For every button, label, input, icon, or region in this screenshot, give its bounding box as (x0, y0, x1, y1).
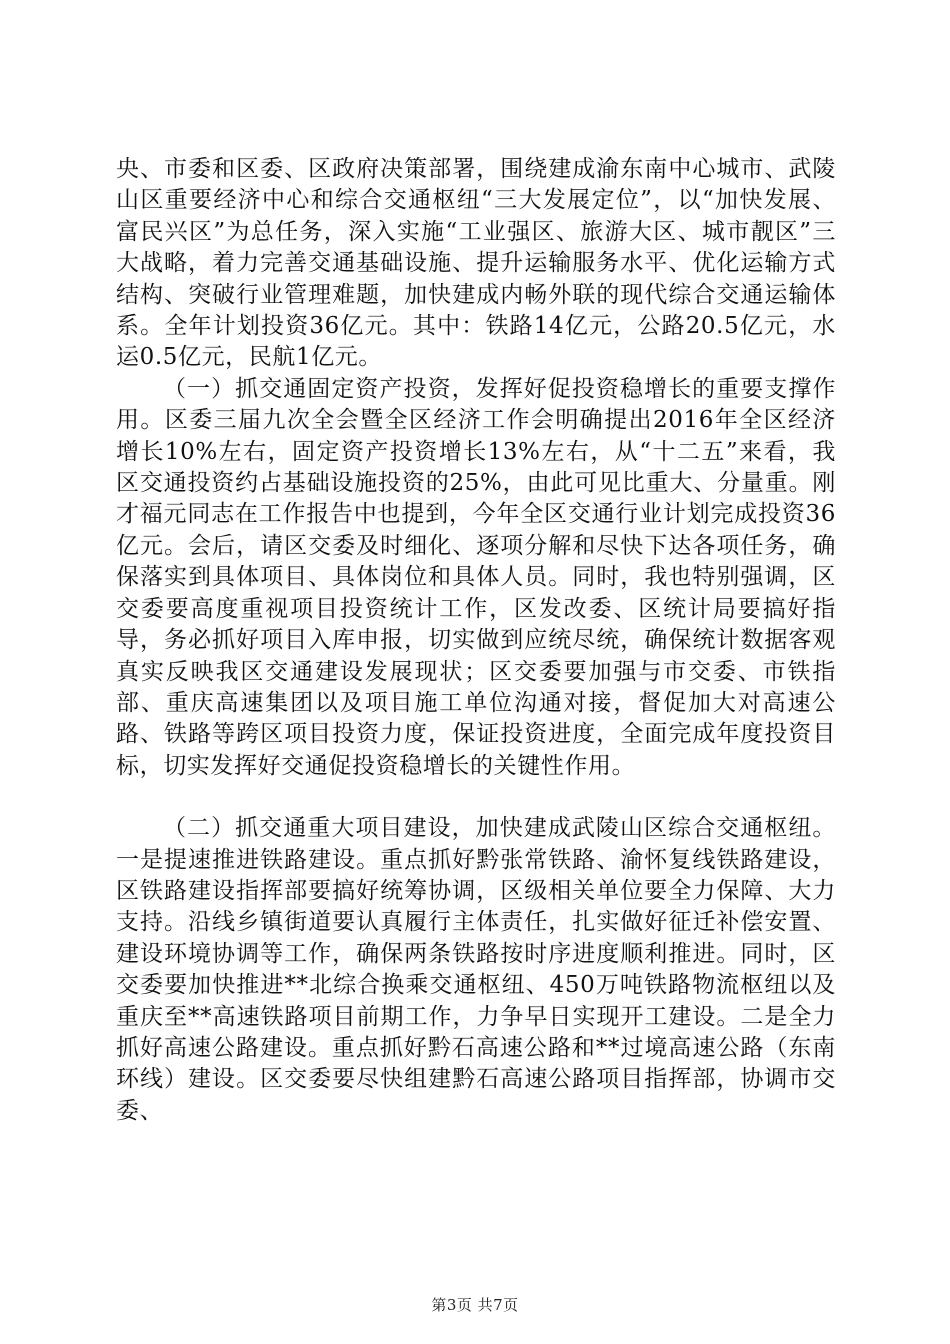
page-number-footer: 第3页 共7页 (431, 1296, 519, 1314)
paragraph-intro-continuation: 央、市委和区委、区政府决策部署，围绕建成渝东南中心城市、武陵山区重要经济中心和综合交通枢纽“三大发展定位”，以“加快发展、富民兴区”为总任务，深入实施“工业强区、旅游大区、城市靓区”三大战略，着力完善交通基础设施、提升运输服务水平、优化运输方式结构、突破行业管理难题，加快建成内畅外联的现代综合交通运输体系。全年计划投资36亿元。其中：铁路14亿元，公路20.5亿元，水运0.5亿元，民航1亿元。 (116, 156, 836, 371)
paragraph-section-one: （一）抓交通固定资产投资，发挥好促投资稳增长的重要支撑作用。区委三届九次全会暨全区经济工作会明确提出2016年全区经济增长10%左右，固定资产投资增长13%左右，从“十二五”来看，我区交通投资约占基础设施投资的25%，由此可见比重大、分量重。刚才福元同志在工作报告中也提到，今年全区交通行业计划完成投资36亿元。会后，请区交委及时细化、逐项分解和尽快下达各项任务，确保落实到具体项目、具体岗位和具体人员。同时，我也特别强调，区交委要高度重视项目投资统计工作，区发改委、区统计局要搞好指导，务必抓好项目入库申报，切实做到应统尽统，确保统计数据客观真实反映我区交通建设发展现状；区交委要加强与市交委、市铁指部、重庆高速集团以及项目施工单位沟通对接，督促加大对高速公路、铁路等跨区项目投资力度，保证投资进度，全面完成年度投资目标，切实发挥好交通促投资稳增长的关键性作用。 (116, 375, 836, 779)
paragraph-section-two: （二）抓交通重大项目建设，加快建成武陵山区综合交通枢纽。一是提速推进铁路建设。重点抓好黔张常铁路、渝怀复线铁路建设，区铁路建设指挥部要搞好统筹协调，区级相关单位要全力保障、大力支持。沿线乡镇街道要认真履行主体责任，扎实做好征迁补偿安置、建设环境协调等工作，确保两条铁路按时序进度顺利推进。同时，区交委要加快推进**北综合换乘交通枢纽、450万吨铁路物流枢纽以及重庆至**高速铁路项目前期工作，力争早日实现开工建设。二是全力抓好高速公路建设。重点抓好黔石高速公路和**过境高速公路（东南环线）建设。区交委要尽快组建黔石高速公路项目指挥部，协调市交委、 (116, 815, 836, 1124)
paragraph-spacer (116, 782, 836, 813)
document-body (116, 154, 836, 1127)
